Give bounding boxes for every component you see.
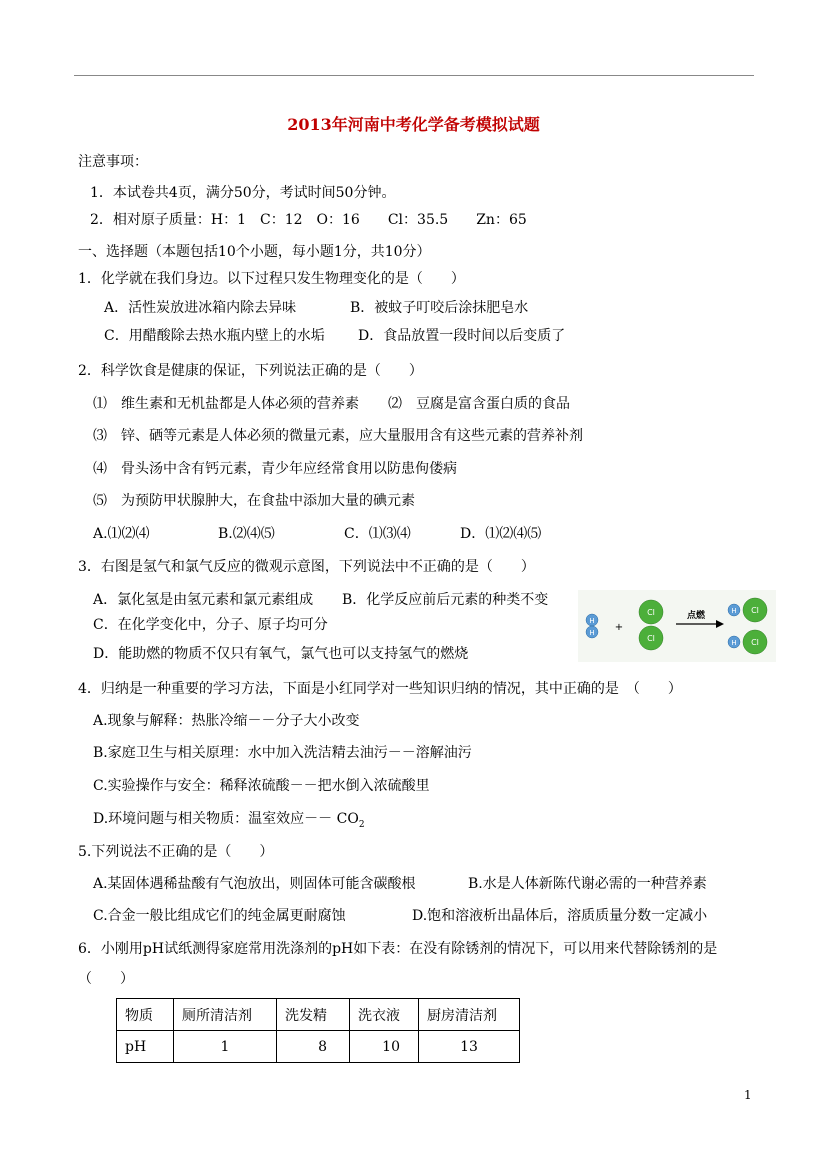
svg-text:Cl: Cl (751, 638, 759, 647)
question-stem: 5.下列说法不正确的是（ ） (78, 844, 274, 860)
question-stem: 4．归纳是一种重要的学习方法，下面是小红同学对一些知识归纳的情况，其中正确的是 （ ） (78, 681, 682, 697)
question-stem: 2．科学饮食是健康的保证，下列说法正确的是（ ） (78, 363, 423, 379)
table-cell: 厕所清洁剂 (174, 999, 277, 1031)
svg-text:H: H (731, 639, 737, 647)
notice-item: 2．相对原子质量：H：1 C：12 O：16 Cl：35.5 Zn：65 (90, 212, 527, 228)
table-cell: 物质 (117, 999, 174, 1031)
cl-label: Cl (647, 634, 655, 643)
table-cell: 13 (419, 1031, 520, 1063)
page-number: 1 (744, 1088, 752, 1102)
arrow-label: 点燃 (686, 611, 706, 621)
table-cell: 8 (277, 1031, 350, 1063)
option-c: C.实验操作与安全：稀释浓硫酸－－把水倒入浓硫酸里 (93, 778, 430, 794)
statement: ⑷ 骨头汤中含有钙元素，青少年应经常食用以防患佝偻病 (93, 461, 457, 477)
plus-sign: + (614, 622, 624, 633)
option-d: D．能助燃的物质不仅只有氧气，氯气也可以支持氢气的燃烧 (93, 646, 469, 662)
notice-heading: 注意事项： (78, 154, 148, 170)
cl-label: Cl (647, 608, 655, 617)
option-b: B．化学反应前后元素的种类不变 (342, 592, 549, 608)
statement: ⑵ 豆腐是富含蛋白质的食品 (388, 396, 570, 412)
h-label: H (589, 629, 595, 637)
option-d: D．食品放置一段时间以后变质了 (358, 328, 566, 344)
table-cell: 1 (174, 1031, 277, 1063)
question-stem: 6．小刚用pH试纸测得家庭常用洗涤剂的pH如下表：在没有除锈剂的情况下，可以用来代替除锈剂的是 (78, 941, 718, 957)
option-c: C．⑴⑶⑷ (344, 526, 411, 542)
question-stem: 1．化学就在我们身边。以下过程只发生物理变化的是（ ） (78, 271, 465, 287)
answer-paren: （ ） (78, 971, 134, 987)
header-rule (74, 75, 754, 76)
statement: ⑴ 维生素和无机盐都是人体必须的营养素 (93, 396, 359, 412)
option-d: D．⑴⑵⑷⑸ (460, 526, 542, 542)
table-cell: 厨房清洁剂 (419, 999, 520, 1031)
question-stem: 3．右图是氢气和氯气反应的微观示意图，下列说法中不正确的是（ ） (78, 559, 535, 575)
option-a: A．活性炭放进冰箱内除去异味 (104, 300, 297, 316)
option-a: A.⑴⑵⑷ (93, 526, 150, 542)
option-d: D.饱和溶液析出晶体后，溶质质量分数一定减小 (412, 908, 708, 924)
table-cell: 洗衣液 (350, 999, 419, 1031)
option-b: B．被蚊子叮咬后涂抹肥皂水 (350, 300, 529, 316)
section-heading: 一、选择题（本题包括10个小题，每小题1分，共10分） (78, 244, 431, 260)
svg-text:H: H (731, 607, 737, 615)
reaction-diagram (578, 590, 776, 662)
option-d: D.环境问题与相关物质：温室效应－－ $CO_2$ (93, 811, 365, 830)
option-b: B.水是人体新陈代谢必需的一种营养素 (468, 876, 707, 892)
statement: ⑸ 为预防甲状腺肿大，在食盐中添加大量的碘元素 (93, 493, 415, 509)
option-a: A.某固体遇稀盐酸有气泡放出，则固体可能含碳酸根 (93, 876, 416, 892)
statement: ⑶ 锌、硒等元素是人体必须的微量元素，应大量服用含有这些元素的营养补剂 (93, 428, 583, 444)
option-b: B.⑵⑷⑸ (218, 526, 275, 542)
option-b: B.家庭卫生与相关原理：水中加入洗洁精去油污－－溶解油污 (93, 745, 472, 761)
h-label: H (589, 617, 595, 625)
option-a: A.现象与解释：热胀冷缩－－分子大小改变 (93, 713, 360, 729)
page-title: 2013年河南中考化学备考模拟试题 (287, 115, 540, 134)
svg-text:Cl: Cl (751, 606, 759, 615)
table-header-row (117, 999, 520, 1031)
option-c: C．用醋酸除去热水瓶内壁上的水垢 (104, 328, 325, 344)
table-cell: pH (117, 1031, 174, 1063)
ph-table (116, 998, 520, 1063)
option-c: C.合金一般比组成它们的纯金属更耐腐蚀 (93, 908, 346, 924)
table-row (117, 1031, 520, 1063)
option-a: A．氯化氢是由氢元素和氯元素组成 (93, 592, 314, 608)
notice-item: 1．本试卷共4页，满分50分，考试时间50分钟。 (90, 185, 396, 201)
option-c: C．在化学变化中，分子、原子均可分 (93, 617, 328, 633)
table-cell: 洗发精 (277, 999, 350, 1031)
table-cell: 10 (350, 1031, 419, 1063)
